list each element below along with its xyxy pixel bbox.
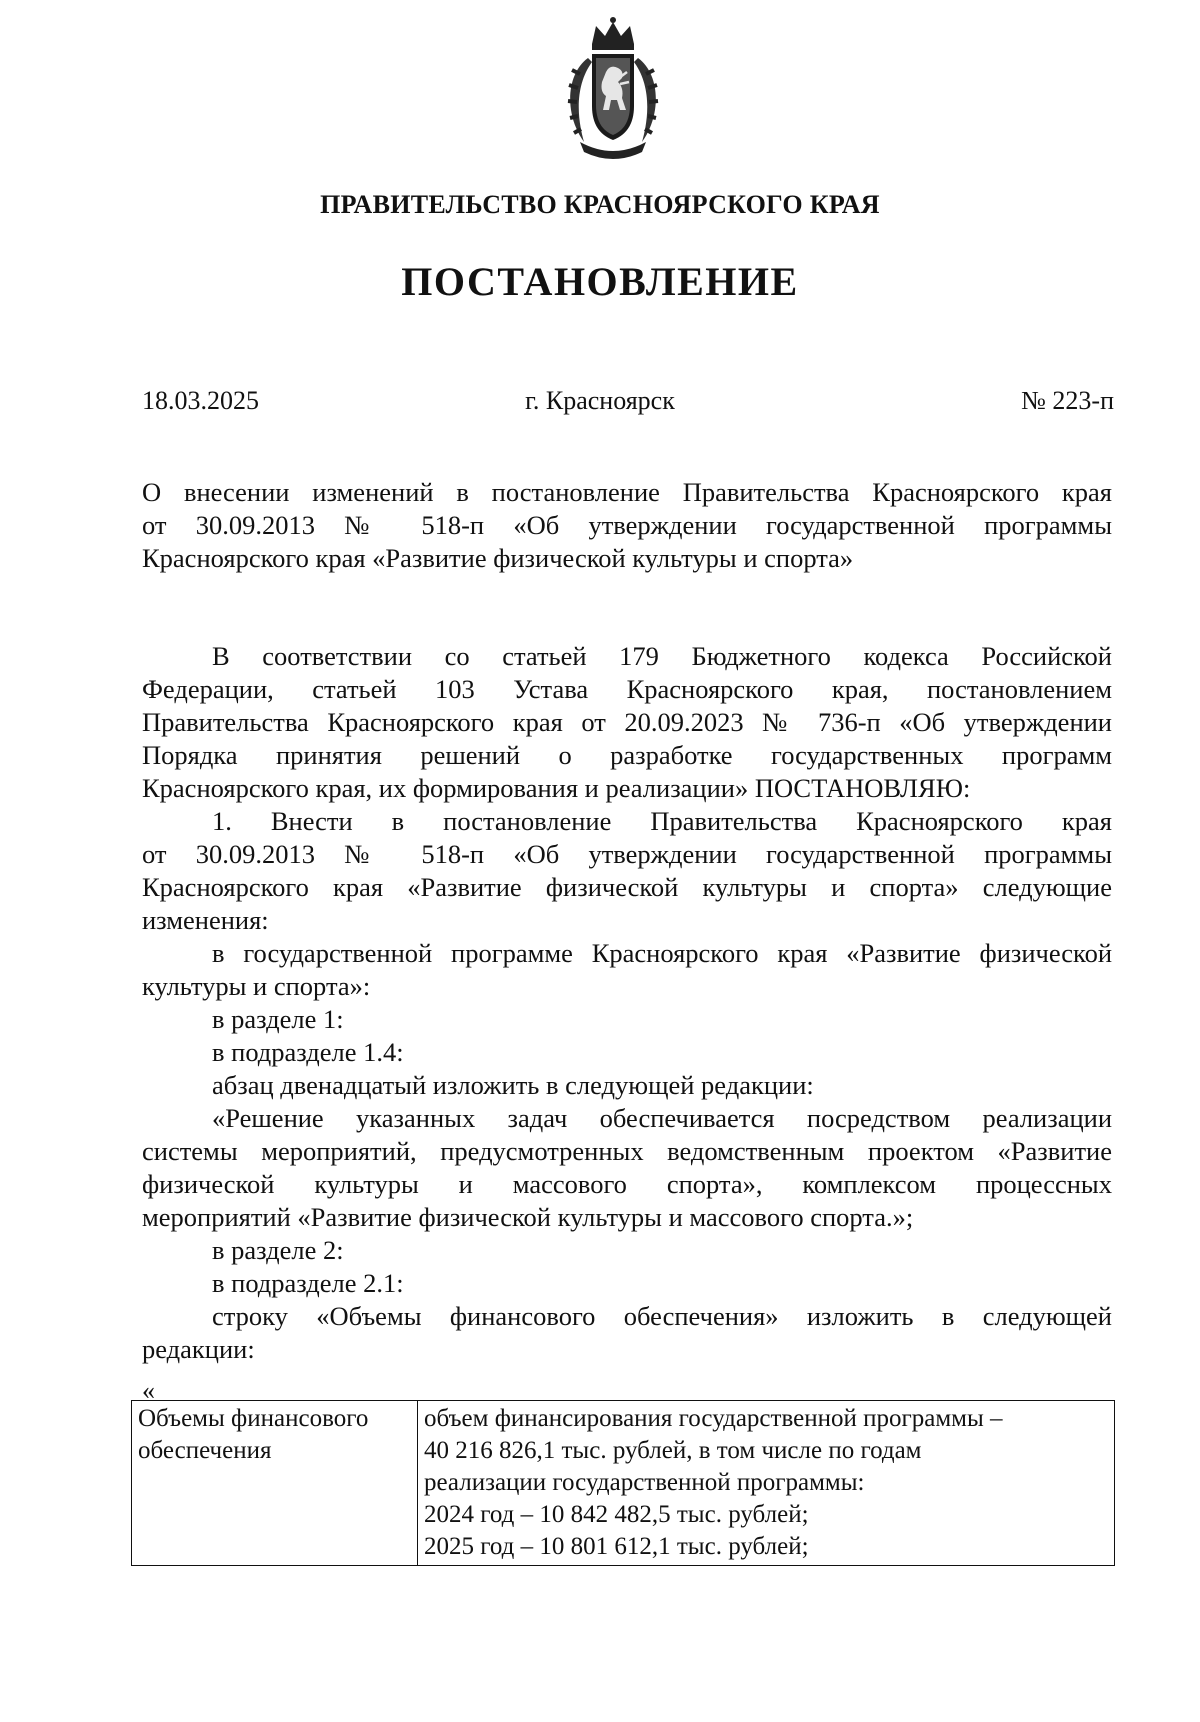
body-line: культуры и спорта»:: [142, 971, 371, 1001]
body-line: в разделе 1:: [212, 1004, 344, 1034]
body-line: в подразделе 1.4:: [212, 1037, 404, 1067]
body-line: Правительства Красноярского края от 20.09.2023 № 736-п «Об утверждении: [142, 707, 1112, 737]
body-line: в государственной программе Красноярского края «Развитие физической: [212, 938, 1112, 968]
document-city: г. Красноярск: [525, 386, 675, 415]
body-line: в подразделе 2.1:: [212, 1268, 404, 1298]
title-line: О внесении изменений в постановление Правительства Красноярского края: [142, 477, 1112, 507]
body-line: физической культуры и массового спорта», комплексом процессных: [142, 1169, 1112, 1199]
label-line: обеспечения: [138, 1437, 272, 1464]
table-value-cell: [418, 1401, 1115, 1566]
value-line: реализации государственной программы:: [424, 1469, 865, 1496]
body-line: от 30.09.2013 № 518-п «Об утверждении государственной программы: [142, 839, 1112, 869]
table-label-cell: [132, 1401, 418, 1566]
body-line: В соответствии со статьей 179 Бюджетного кодекса Российской: [212, 641, 1112, 671]
body-line: Порядка принятия решений о разработке государственных программ: [142, 740, 1112, 770]
financing-table: [131, 1400, 1115, 1566]
table-row: [132, 1401, 1115, 1566]
opening-quote: «: [142, 1376, 155, 1405]
value-line: 2025 год – 10 801 612,1 тыс. рублей;: [424, 1533, 809, 1560]
document-body: [142, 640, 1112, 1366]
document-number: № 223-п: [1021, 386, 1114, 415]
body-line: Федерации, статьей 103 Устава Красноярского края, постановлением: [142, 674, 1112, 704]
coat-of-arms-icon: [558, 14, 668, 164]
value-line: объем финансирования государственной программы –: [424, 1405, 1003, 1432]
label-line: Объемы финансового: [138, 1405, 369, 1432]
body-line: абзац двенадцатый изложить в следующей редакции:: [212, 1070, 814, 1100]
body-line: Красноярского края, их формирования и реализации» ПОСТАНОВЛЯЮ:: [142, 773, 971, 803]
body-line: редакции:: [142, 1334, 255, 1364]
body-line: «Решение указанных задач обеспечивается посредством реализации: [212, 1103, 1112, 1133]
body-line: Красноярского края «Развитие физической культуры и спорта» следующие: [142, 872, 1112, 902]
title-line: Красноярского края «Развитие физической культуры и спорта»: [142, 543, 854, 573]
body-line: мероприятий «Развитие физической культуры и массового спорта.»;: [142, 1202, 914, 1232]
body-line: строку «Объемы финансового обеспечения» изложить в следующей: [212, 1301, 1112, 1331]
body-line: изменения:: [142, 905, 269, 935]
body-line: в разделе 2:: [212, 1235, 344, 1265]
value-line: 40 216 826,1 тыс. рублей, в том числе по годам: [424, 1437, 922, 1464]
value-line: 2024 год – 10 842 482,5 тыс. рублей;: [424, 1501, 809, 1528]
document-title: [142, 476, 1112, 575]
body-line: системы мероприятий, предусмотренных ведомственным проектом «Развитие: [142, 1136, 1112, 1166]
body-line: 1. Внести в постановление Правительства Красноярского края: [212, 806, 1112, 836]
title-line: от 30.09.2013 № 518-п «Об утверждении государственной программы: [142, 510, 1112, 540]
document-type: ПОСТАНОВЛЕНИЕ: [401, 259, 799, 304]
document-date: 18.03.2025: [142, 386, 259, 415]
organization-name: ПРАВИТЕЛЬСТВО КРАСНОЯРСКОГО КРАЯ: [320, 190, 880, 219]
